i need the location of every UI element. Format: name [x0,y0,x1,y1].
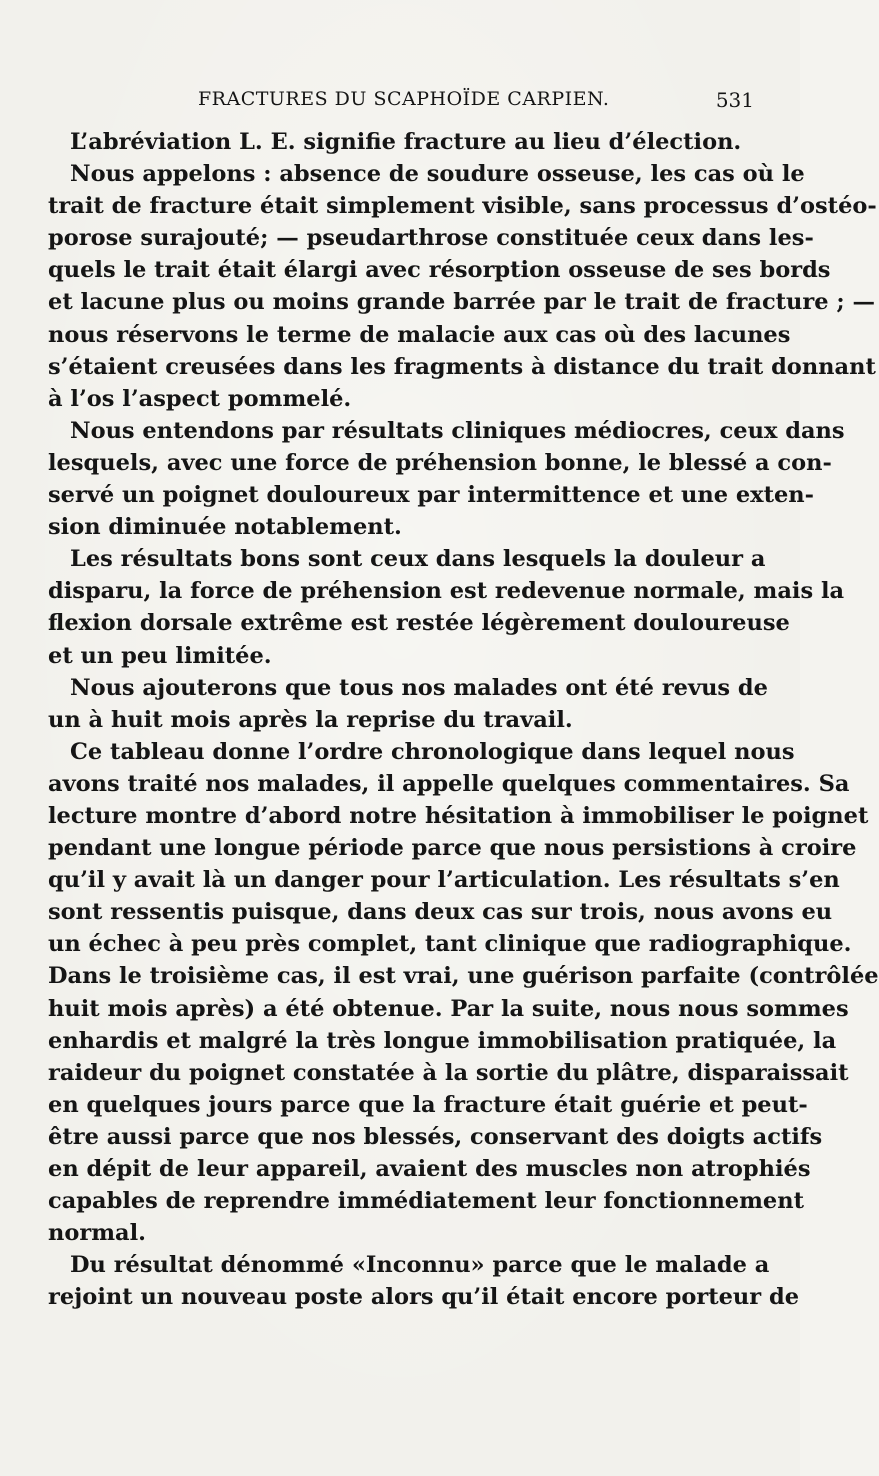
text-line: trait de fracture était simplement visible, sans processus d’ostéo- [48,193,877,220]
text-line: disparu, la force de préhension est redevenue normale, mais la [48,578,845,605]
text-line: L’abréviation L. E. signifie fracture au lieu d’élection. [70,129,742,155]
paragraph [48,736,879,1250]
text-line: et lacune plus ou moins grande barrée par le trait de fracture ; — [48,289,876,316]
paragraph [48,1249,800,1313]
text-line: à l’os l’aspect pommelé. [48,385,352,412]
paragraph [48,158,877,415]
text-line: et un peu limitée. [48,642,272,669]
text-line: enhardis et malgré la très longue immobilisation pratiquée, la [48,1027,837,1054]
paragraph [48,672,768,736]
text-line: raideur du poignet constatée à la sortie du plâtre, disparaissait [48,1059,849,1086]
text-line: nous réservons le terme de malacie aux cas où des lacunes [48,321,791,348]
text-line: Nous entendons par résultats cliniques médiocres, ceux dans [70,417,845,444]
text-line: lesquels, avec une force de préhension bonne, le blessé a con- [48,449,832,476]
running-title: FRACTURES DU SCAPHOÏDE CARPIEN. [198,88,610,110]
text-line: servé un poignet douloureux par intermittence et une exten- [48,482,814,509]
text-line: sion diminuée notablement. [48,514,402,541]
page-number: 531 [715,88,754,112]
text-line: Nous ajouterons que tous nos malades ont été revus de [70,674,768,701]
text-line: s’étaient creusées dans les fragments à distance du trait donnant [48,353,876,380]
text-line: Dans le troisième cas, il est vrai, une guérison parfaite (contrôlée [48,963,879,990]
text-line: un à huit mois après la reprise du travail. [48,706,573,733]
paragraph [48,126,740,158]
page-header [48,88,756,118]
text-line: porose surajouté; — pseudarthrose constituée ceux dans les- [48,225,814,252]
text-line: Nous appelons : absence de soudure osseuse, les cas où le [70,161,805,188]
text-line: avons traité nos malades, il appelle quelques commentaires. Sa [48,770,850,797]
text-line: en dépit de leur appareil, avaient des muscles non atrophiés [48,1156,811,1182]
text-line: Ce tableau donne l’ordre chronologique dans lequel nous [70,738,795,765]
body-text [48,126,879,1313]
text-line: rejoint un nouveau poste alors qu’il était encore porteur de [48,1284,800,1311]
text-line: huit mois après) a été obtenue. Par la suite, nous nous sommes [48,995,849,1022]
text-line: lecture montre d’abord notre hésitation à immobiliser le poignet [48,802,869,829]
text-line: qu’il y avait là un danger pour l’articulation. Les résultats s’en [48,867,840,894]
paragraph [48,543,845,671]
text-line: un échec à peu près complet, tant clinique que radiographique. [48,931,852,958]
text-line: Du résultat dénommé «Inconnu» parce que le malade a [70,1252,770,1279]
text-line: en quelques jours parce que la fracture était guérie et peut- [48,1091,808,1118]
text-line: sont ressentis puisque, dans deux cas sur trois, nous avons eu [48,899,833,926]
text-line: flexion dorsale extrême est restée légèrement douloureuse [48,610,790,637]
text-line: Les résultats bons sont ceux dans lesquels la douleur a [70,546,766,573]
text-line: pendant une longue période parce que nous persistions à croire [48,835,857,862]
text-line: normal. [48,1220,146,1247]
text-line: être aussi parce que nos blessés, conservant des doigts actifs [48,1123,823,1150]
text-line: quels le trait était élargi avec résorption osseuse de ses bords [48,257,831,284]
text-line: capables de reprendre immédiatement leur fonctionnement [48,1188,804,1215]
paragraph [48,415,845,543]
